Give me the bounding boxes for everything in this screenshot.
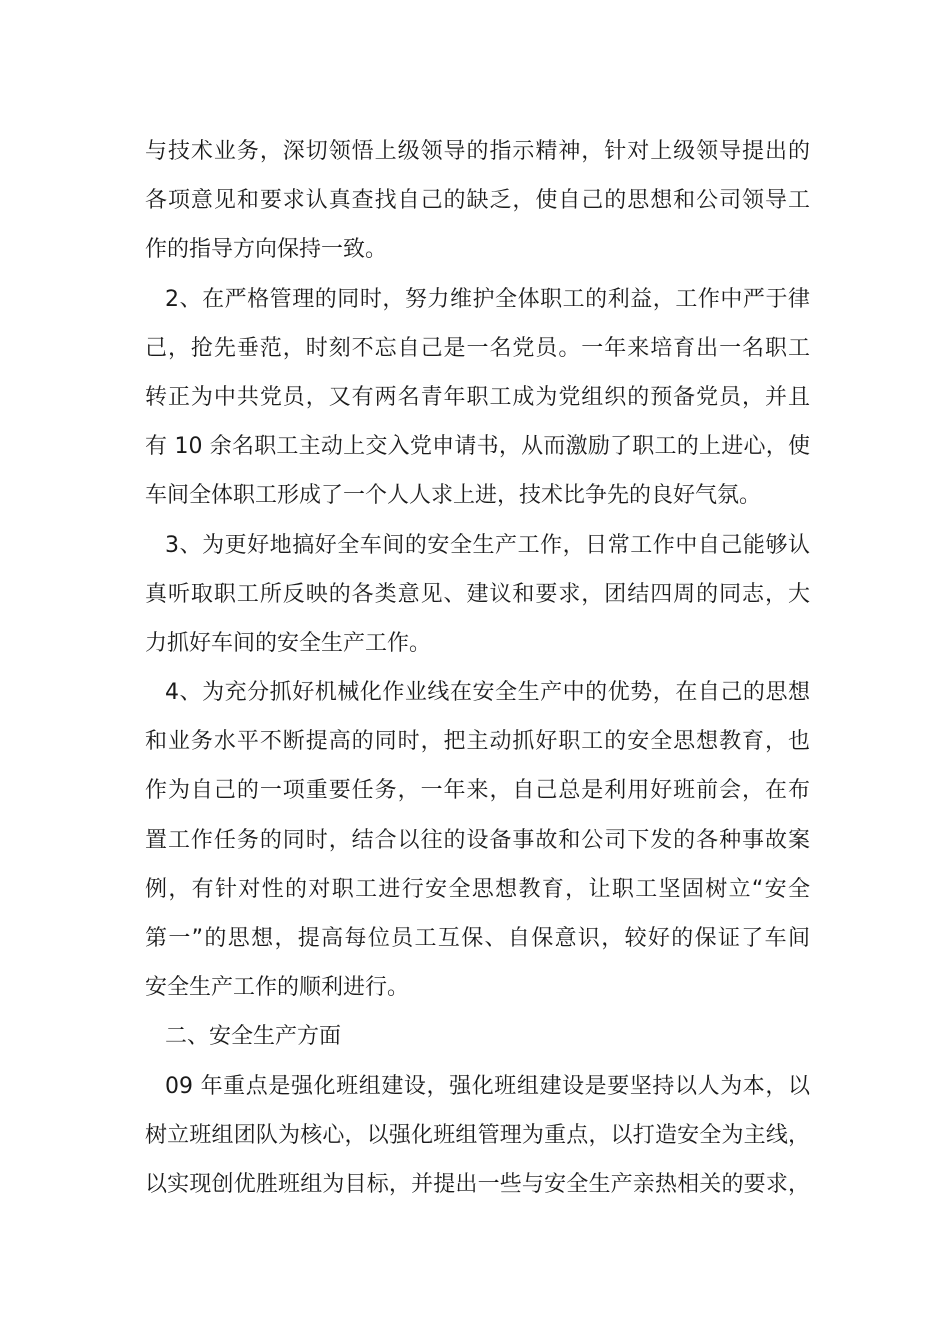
text-line: 各项意见和要求认真查找自己的缺乏，使自己的思想和公司领导工 bbox=[145, 188, 810, 214]
text-line: 第一”的思想，提高每位员工互保、自保意识，较好的保证了车间 bbox=[145, 926, 810, 951]
text-line: 作为自己的一项重要任务，一年来，自己总是利用好班前会，在布 bbox=[145, 778, 810, 804]
text-line: 力抓好车间的安全生产工作。 bbox=[145, 630, 432, 656]
text-line: 真听取职工所反映的各类意见、建议和要求，团结四周的同志，大 bbox=[145, 581, 810, 607]
text-line: 和业务水平不断提高的同时，把主动抓好职工的安全思想教育，也 bbox=[145, 729, 810, 755]
text-line: 与技术业务，深切领悟上级领导的指示精神，针对上级领导提出的 bbox=[145, 139, 810, 164]
text-line: 转正为中共党员，又有两名青年职工成为党组织的预备党员，并且 bbox=[145, 384, 810, 410]
paragraph-start-line: 3、为更好地搞好全车间的安全生产工作，日常工作中自己能够认 bbox=[165, 532, 810, 558]
paragraph-start-line: 4、为充分抓好机械化作业线在安全生产中的优势，在自己的思想 bbox=[165, 680, 810, 706]
text-line: 例，有针对性的对职工进行安全思想教育，让职工坚固树立“安全 bbox=[145, 876, 810, 902]
text-line: 以实现创优胜班组为目标，并提出一些与安全生产亲热相关的要求， bbox=[145, 1171, 810, 1197]
paragraph-start-line: 2、在严格管理的同时，努力维护全体职工的利益，工作中严于律 bbox=[165, 286, 810, 312]
text-line: 置工作任务的同时，结合以往的设备事故和公司下发的各种事故案 bbox=[145, 827, 810, 853]
section-heading: 二、安全生产方面 bbox=[165, 1024, 342, 1050]
document-body bbox=[145, 127, 810, 1209]
text-line: 树立班组团队为核心，以强化班组管理为重点，以打造安全为主线， bbox=[145, 1122, 810, 1148]
text-line: 安全生产工作的顺利进行。 bbox=[145, 975, 410, 1001]
text-line: 有 10 余名职工主动上交入党申请书，从而激励了职工的上进心，使 bbox=[145, 434, 810, 460]
text-line: 作的指导方向保持一致。 bbox=[145, 237, 388, 263]
text-line: 己，抢先垂范，时刻不忘自己是一名党员。一年来培育出一名职工 bbox=[145, 335, 810, 361]
paragraph-start-line: 09 年重点是强化班组建设，强化班组建设是要坚持以人为本，以 bbox=[165, 1073, 810, 1099]
text-line: 车间全体职工形成了一个人人求上进，技术比争先的良好气氛。 bbox=[145, 483, 762, 509]
